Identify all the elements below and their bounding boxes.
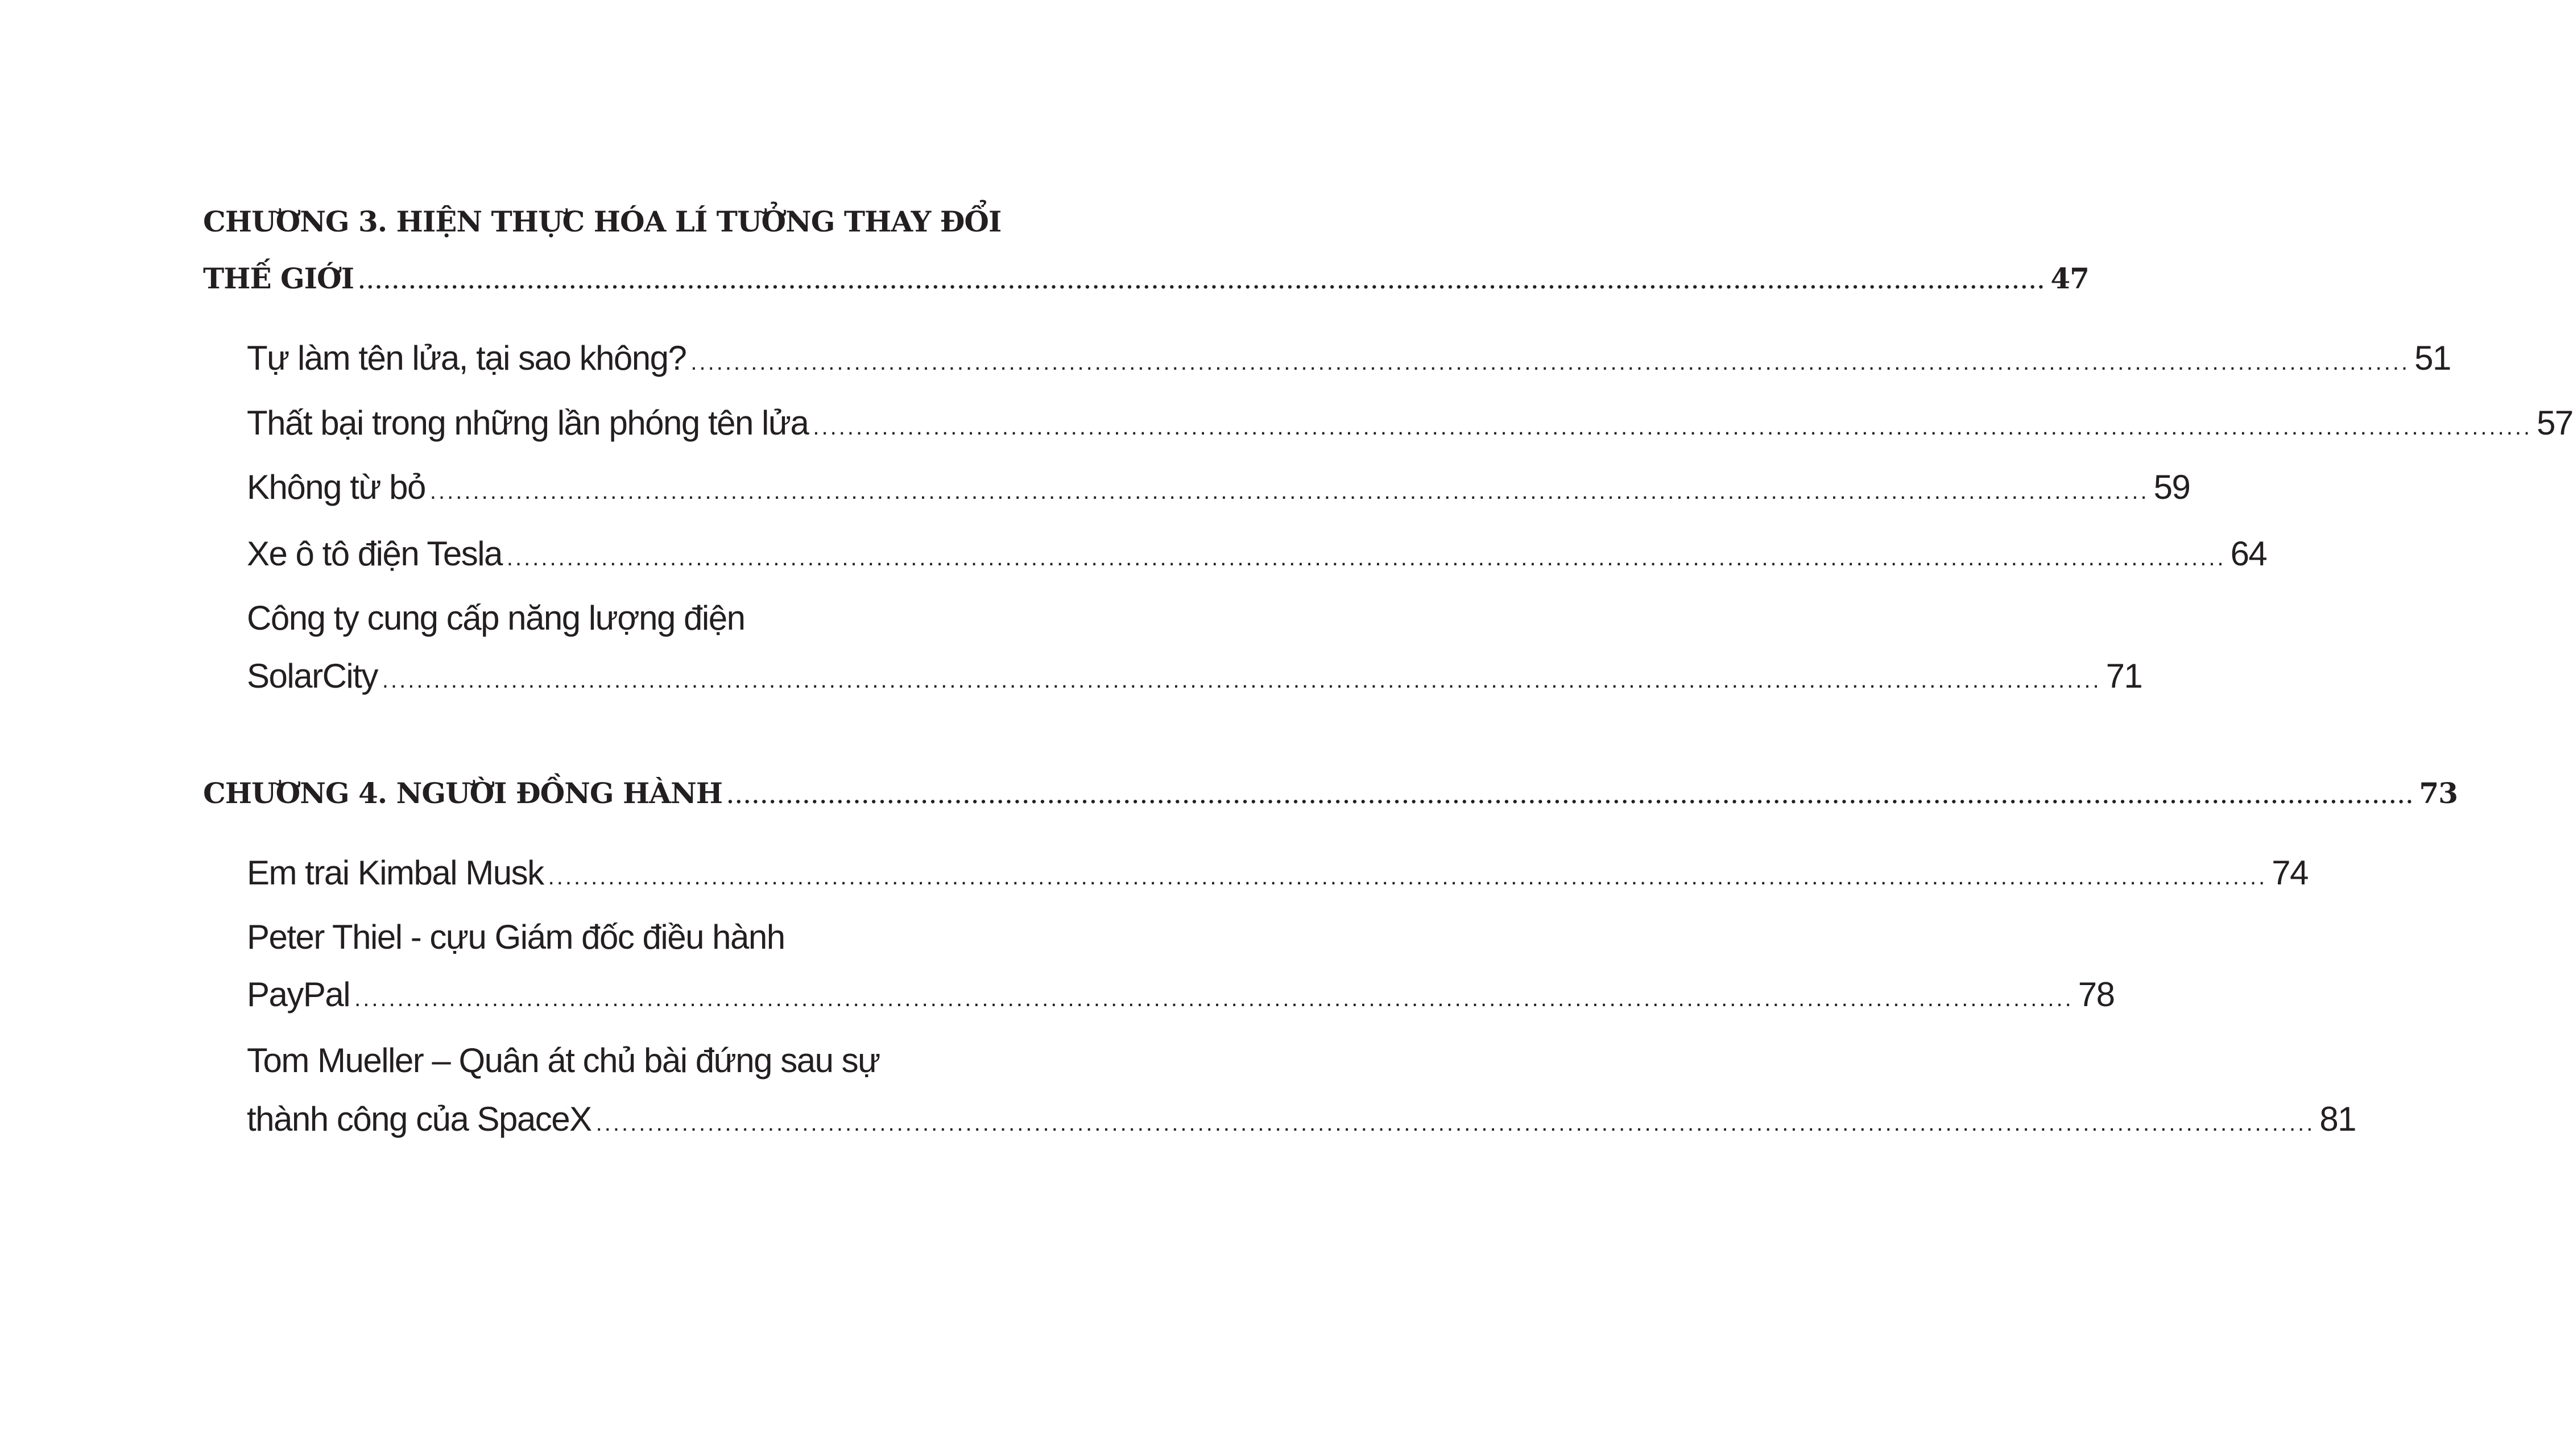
dot-leader: ........................................................................................................................................................................................................ xyxy=(595,1111,2315,1136)
entry-title: Tự làm tên lửa, tại sao không? xyxy=(247,339,686,377)
chapter-3-heading-cont[interactable] xyxy=(203,262,2089,295)
page-number: 64 xyxy=(2230,535,2267,573)
toc-entry[interactable] xyxy=(247,534,2267,573)
dot-leader: ........................................................................................................................................................................................................ xyxy=(506,545,2226,570)
chapter-4-heading[interactable] xyxy=(203,776,2458,810)
page-number: 78 xyxy=(2078,975,2115,1014)
dot-leader: ........................................................................................................................................................................................................ xyxy=(354,986,2074,1011)
page-number: 74 xyxy=(2272,854,2309,892)
dot-leader: ........................................................................................................................................................................................................ xyxy=(727,785,2415,808)
entry-title: PayPal xyxy=(247,975,350,1014)
entry-title: Thất bại trong những lần phóng tên lửa xyxy=(247,404,809,442)
chapter-title: CHƯƠNG 4. NGƯỜI ĐỒNG HÀNH xyxy=(203,776,723,810)
entry-title: SolarCity xyxy=(247,657,378,695)
toc-entry[interactable] xyxy=(247,468,2190,507)
entry-title: Em trai Kimbal Musk xyxy=(247,854,544,892)
page-number: 73 xyxy=(2419,776,2458,810)
entry-title: Không từ bỏ xyxy=(247,468,425,506)
entry-title: Tom Mueller – Quân át chủ bài đứng sau sự xyxy=(247,1041,880,1079)
dot-leader: ........................................................................................................................................................................................................ xyxy=(382,668,2102,693)
chapter-title: THẾ GIỚI xyxy=(203,262,354,295)
dot-leader: ........................................................................................................................................................................................................ xyxy=(548,864,2268,890)
dot-leader: ........................................................................................................................................................................................................ xyxy=(429,479,2149,504)
dot-leader: ........................................................................................................................................................................................................ xyxy=(358,271,2046,293)
toc-entry-cont[interactable] xyxy=(247,975,2115,1014)
toc-entry[interactable] xyxy=(247,403,2573,442)
toc-entry-cont[interactable] xyxy=(247,656,2142,696)
entry-title: Xe ô tô điện Tesla xyxy=(247,535,502,573)
entry-title: Công ty cung cấp năng lượng điện xyxy=(247,599,745,637)
dot-leader: ........................................................................................................................................................................................................ xyxy=(690,350,2410,375)
toc-entry[interactable] xyxy=(247,853,2309,892)
chapter-title: CHƯƠNG 3. HIỆN THỰC HÓA LÍ TƯỞNG THAY ĐỔI xyxy=(203,205,1002,238)
toc-entry[interactable] xyxy=(247,917,901,957)
page-number: 57 xyxy=(2537,404,2573,442)
page-number: 47 xyxy=(2050,262,2089,295)
toc-entry[interactable] xyxy=(247,1041,901,1080)
entry-title: thành công của SpaceX xyxy=(247,1100,591,1138)
dot-leader: ........................................................................................................................................................................................................ xyxy=(813,415,2533,440)
toc-entry-cont[interactable] xyxy=(247,1099,2356,1139)
toc-entry[interactable] xyxy=(247,598,901,638)
page-number: 81 xyxy=(2319,1100,2356,1138)
entry-title: Peter Thiel - cựu Giám đốc điều hành xyxy=(247,918,785,956)
page-number: 59 xyxy=(2153,468,2190,506)
page-number: 71 xyxy=(2105,657,2142,695)
chapter-3-heading[interactable] xyxy=(203,205,1002,238)
toc-entry[interactable] xyxy=(247,338,2451,378)
page-number: 51 xyxy=(2414,339,2451,377)
